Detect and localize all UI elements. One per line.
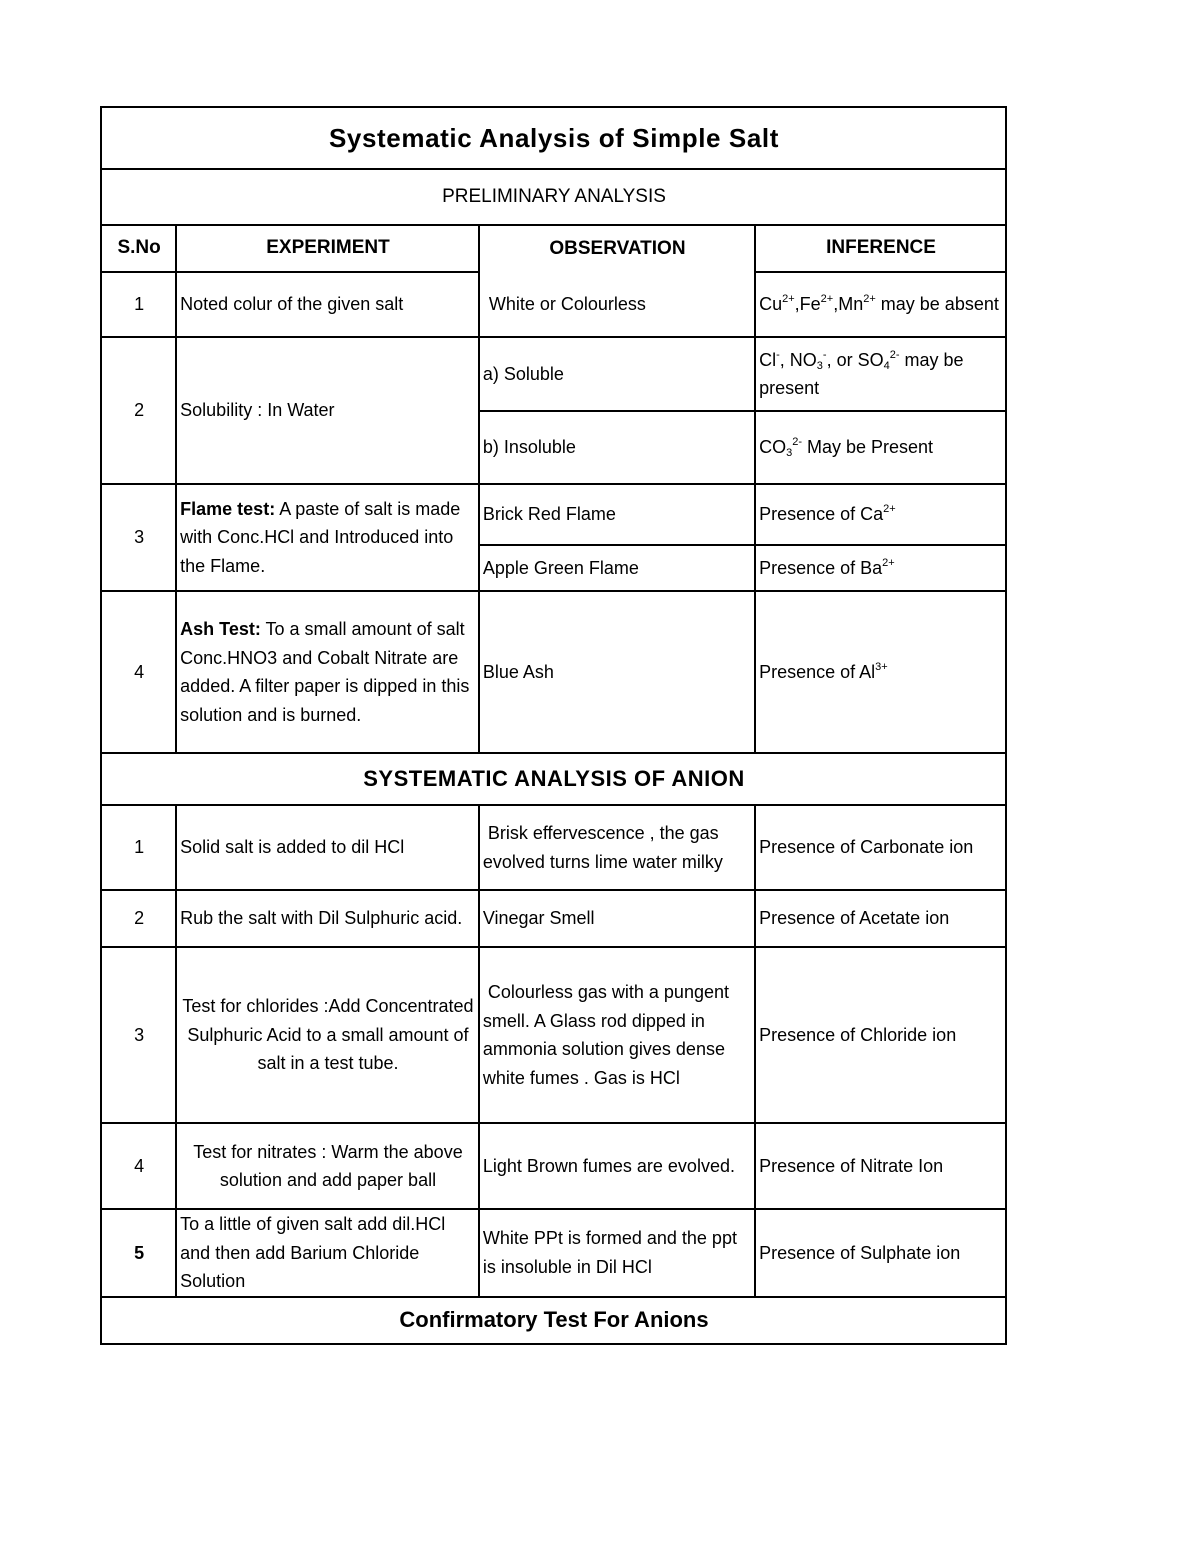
anion-r4-inference: Presence of Nitrate Ion [755, 1123, 1006, 1209]
header-experiment: EXPERIMENT [176, 225, 479, 272]
header-sno: S.No [101, 225, 176, 272]
anion-r4-sno: 4 [101, 1123, 176, 1209]
table-row [101, 947, 1006, 1123]
table-row [101, 484, 1006, 545]
prelim-r3-inference-a: Presence of $Ca^{2+}$ [755, 484, 1006, 545]
anion-r3-experiment: Test for chlorides :Add Concentrated Sulphuric Acid to a small amount of salt in a test tube. [176, 947, 479, 1123]
anion-r1-inference: Presence of Carbonate ion [755, 805, 1006, 890]
anion-r1-sno: 1 [101, 805, 176, 890]
anion-r1-observation: Brisk effervescence , the gas evolved turns lime water milky [479, 805, 755, 890]
anion-r2-experiment: Rub the salt with Dil Sulphuric acid. [176, 890, 479, 947]
prelim-r2-sno: 2 [101, 337, 176, 484]
preliminary-analysis-title: PRELIMINARY ANALYSIS [101, 169, 1006, 225]
anion-r5-inference: Presence of Sulphate ion [755, 1209, 1006, 1297]
header-inference: INFERENCE [755, 225, 1006, 272]
prelim-r2-observation-b: b) Insoluble [479, 411, 755, 484]
header-observation-label: OBSERVATION [549, 238, 686, 259]
prelim-r4-inference: Presence of $Al^{3+}$ [755, 591, 1006, 753]
confirmatory-test-title: Confirmatory Test For Anions [101, 1297, 1006, 1344]
anion-r2-observation: Vinegar Smell [479, 890, 755, 947]
prelim-r2-experiment: Solubility : In Water [176, 337, 479, 484]
anion-analysis-title: SYSTEMATIC ANALYSIS OF ANION [101, 753, 1006, 805]
prelim-r4-experiment: Ash Test: To a small amount of salt Conc.HNO3 and Cobalt Nitrate are added. A filter paper is dipped in this solution and is burned. [176, 591, 479, 753]
anion-r5-sno: 5 [101, 1209, 176, 1297]
anion-r4-experiment: Test for nitrates : Warm the above solution and add paper ball [176, 1123, 479, 1209]
prelim-r2-inference-a: Cl-, $NO_3^-$, or $SO_4^{2-}$ may be present [755, 337, 1006, 411]
anion-r3-inference: Presence of Chloride ion [755, 947, 1006, 1123]
prelim-r3-observation-b: Apple Green Flame [479, 545, 755, 591]
anion-r5-experiment: To a little of given salt add dil.HCl and then add Barium Chloride Solution [176, 1209, 479, 1297]
prelim-r4-observation: Blue Ash [479, 591, 755, 753]
prelim-r3-sno: 3 [101, 484, 176, 591]
prelim-r4-sno: 4 [101, 591, 176, 753]
table-row [101, 337, 1006, 411]
prelim-r1-observation: White or Colourless [488, 293, 646, 314]
table-row [101, 1123, 1006, 1209]
anion-r2-inference: Presence of Acetate ion [755, 890, 1006, 947]
table-row [101, 890, 1006, 947]
prelim-r3-observation-a: Brick Red Flame [479, 484, 755, 545]
anion-r1-experiment: Solid salt is added to dil HCl [176, 805, 479, 890]
anion-r4-observation: Light Brown fumes are evolved. [479, 1123, 755, 1209]
anion-r5-observation: White PPt is formed and the ppt is insoluble in Dil HCl [479, 1209, 755, 1297]
table-row [101, 1209, 1006, 1297]
header-observation [479, 225, 755, 337]
page-title: Systematic Analysis of Simple Salt [101, 107, 1006, 169]
prelim-r1-sno: 1 [101, 272, 176, 337]
table-row [101, 591, 1006, 753]
prelim-r3-inference-b: Presence of $Ba^{2+}$ [755, 545, 1006, 591]
salt-analysis-table [100, 106, 1007, 1345]
table-row [101, 805, 1006, 890]
prelim-r2-observation-a: a) Soluble [479, 337, 755, 411]
prelim-r1-inference: $Cu^{2+},Fe^{2+},Mn^{2+}$ may be absent [755, 272, 1006, 337]
prelim-r2-inference-b: $CO_3^{2-}$ May be Present [755, 411, 1006, 484]
anion-r3-observation: Colourless gas with a pungent smell. A Glass rod dipped in ammonia solution gives dense white fumes . Gas is HCl [479, 947, 755, 1123]
prelim-r1-experiment: Noted colur of the given salt [176, 272, 479, 337]
anion-r3-sno: 3 [101, 947, 176, 1123]
anion-r2-sno: 2 [101, 890, 176, 947]
prelim-r3-experiment: Flame test: A paste of salt is made with Conc.HCl and Introduced into the Flame. [176, 484, 479, 591]
